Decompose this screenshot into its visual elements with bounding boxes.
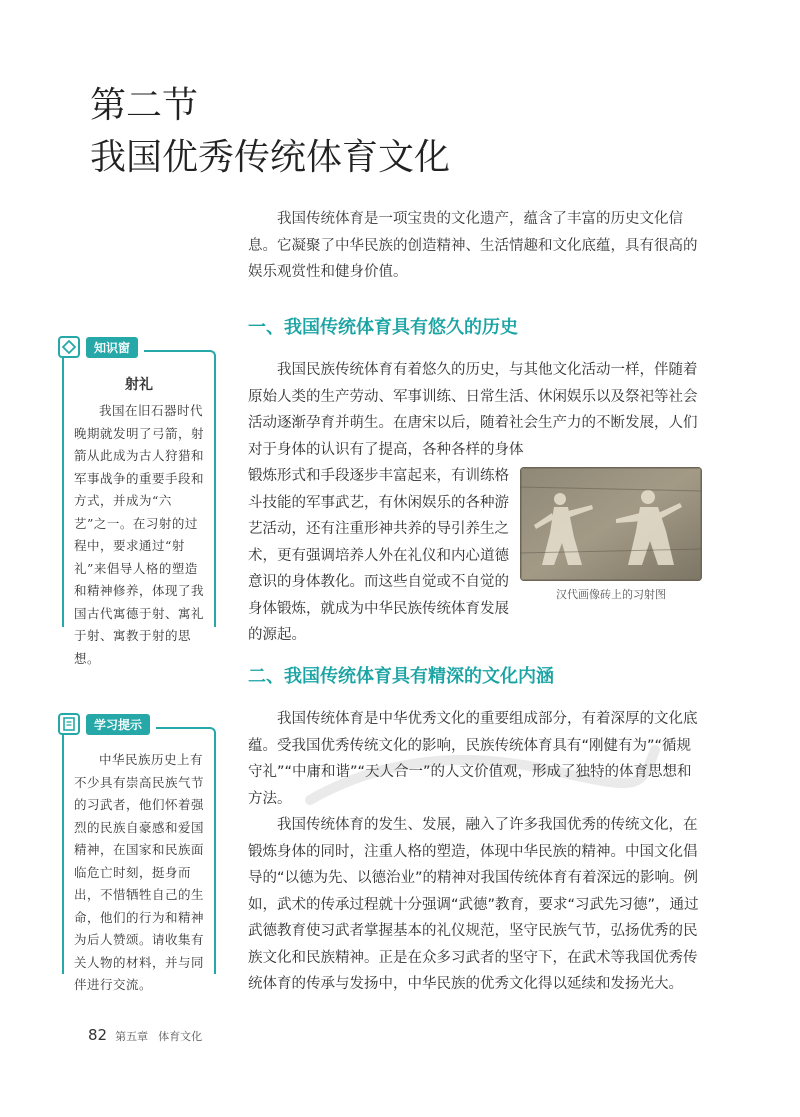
page-number: 82 [88, 1026, 108, 1044]
section2-heading: 二、我国传统体育具有精深的文化内涵 [248, 666, 554, 687]
chapter-label: 第五章 [115, 1030, 149, 1043]
section2-paragraph-1: 我国传统体育是中华优秀文化的重要组成部分，有着深厚的文化底蕴。受我国优秀传统文化的影响，民族传统体育具有“刚健有为”“循规守礼”“中庸和谐”“天人合一”的人文价值观，形成了独特的体育思想和方法。 [248, 711, 698, 807]
study-tip-body: 中华民族历史上有不少具有崇高民族气节的习武者，他们怀着强烈的民族自豪感和爱国精神，在国家和民族面临危亡时刻，挺身而出，不惜牺牲自己的生命，他们的行为和精神为后人赞颂。请收集有关人物的材料，并与同伴进行交流。 [74, 752, 205, 992]
notebook-icon [58, 713, 80, 735]
figure-caption: 汉代画像砖上的习射图 [556, 588, 666, 601]
chapter-name: 体育文化 [158, 1030, 203, 1043]
archery-relief-image [520, 467, 702, 581]
study-tip-box [62, 717, 216, 992]
knowledge-window-title: 射礼 [125, 377, 153, 393]
section1-paragraph-top: 我国民族传统体育有着悠久的历史，与其他文化活动一样，伴随着原始人类的生产劳动、军事训练、日常生活、休闲娱乐以及祭祀等社会活动逐渐孕育并萌生。在唐宋以后，随着社会生产力的不断发展，人们对于身体的认识有了提高，各种各样的身体 [248, 362, 698, 458]
brush-watermark [300, 720, 660, 830]
knowledge-window-body: 我国在旧石器时代晚期就发明了弓箭，射箭从此成为古人狩猎和军事战争的重要手段和方式，并成为“六艺”之一。在习射的过程中，要求通过“射礼”来倡导人格的塑造和精神修养，体现了我国古代寓德于射、寓礼于射、寓教于射的思想。 [74, 403, 205, 666]
intro-paragraph: 我国传统体育是一项宝贵的文化遗产，蕴含了丰富的历史文化信息。它凝聚了中华民族的创造精神、生活情趣和文化底蕴，具有很高的娱乐观赏性和健身价值。 [248, 211, 698, 280]
knowledge-window-box [62, 340, 216, 666]
page-title: 我国优秀传统体育文化 [90, 137, 451, 178]
knowledge-window-header [66, 336, 144, 358]
page-footer [88, 1026, 202, 1044]
knowledge-window-tag: 知识窗 [86, 337, 138, 358]
section1-paragraph-wrap: 锻炼形式和手段逐步丰富起来，有训练格斗技能的军事武艺，有休闲娱乐的各种游艺活动，还有注重形神共养的导引养生之术，更有强调培养人外在礼仪和内心道德意识的身体教化。而这些自觉或不自觉的身体锻炼，就成为中华民族传统体育发展的源起。 [248, 468, 509, 643]
section2-paragraph-2: 我国传统体育的发生、发展，融入了许多我国优秀的传统文化，在锻炼身体的同时，注重人格的塑造，体现中华民族的精神。中国文化倡导的“以德为先、以德治业”的精神对我国传统体育有着深远的影响。例如，武术的传承过程就十分强调“武德”教育，要求“习武先习德”，通过武德教育使习武者掌握基本的礼仪规范，坚守民族气节，弘扬优秀的民族文化和民族精神。正是在众多习武者的坚守下，在武术等我国优秀传统体育的传承与发扬中，中华民族的优秀文化得以延续和发扬光大。 [248, 817, 699, 992]
study-tip-header [66, 713, 156, 735]
section1-heading: 一、我国传统体育具有悠久的历史 [248, 317, 518, 338]
diamond-window-icon [58, 336, 80, 358]
page-title-block [90, 80, 450, 184]
study-tip-tag: 学习提示 [86, 714, 150, 735]
section-label: 第二节 [90, 85, 199, 126]
